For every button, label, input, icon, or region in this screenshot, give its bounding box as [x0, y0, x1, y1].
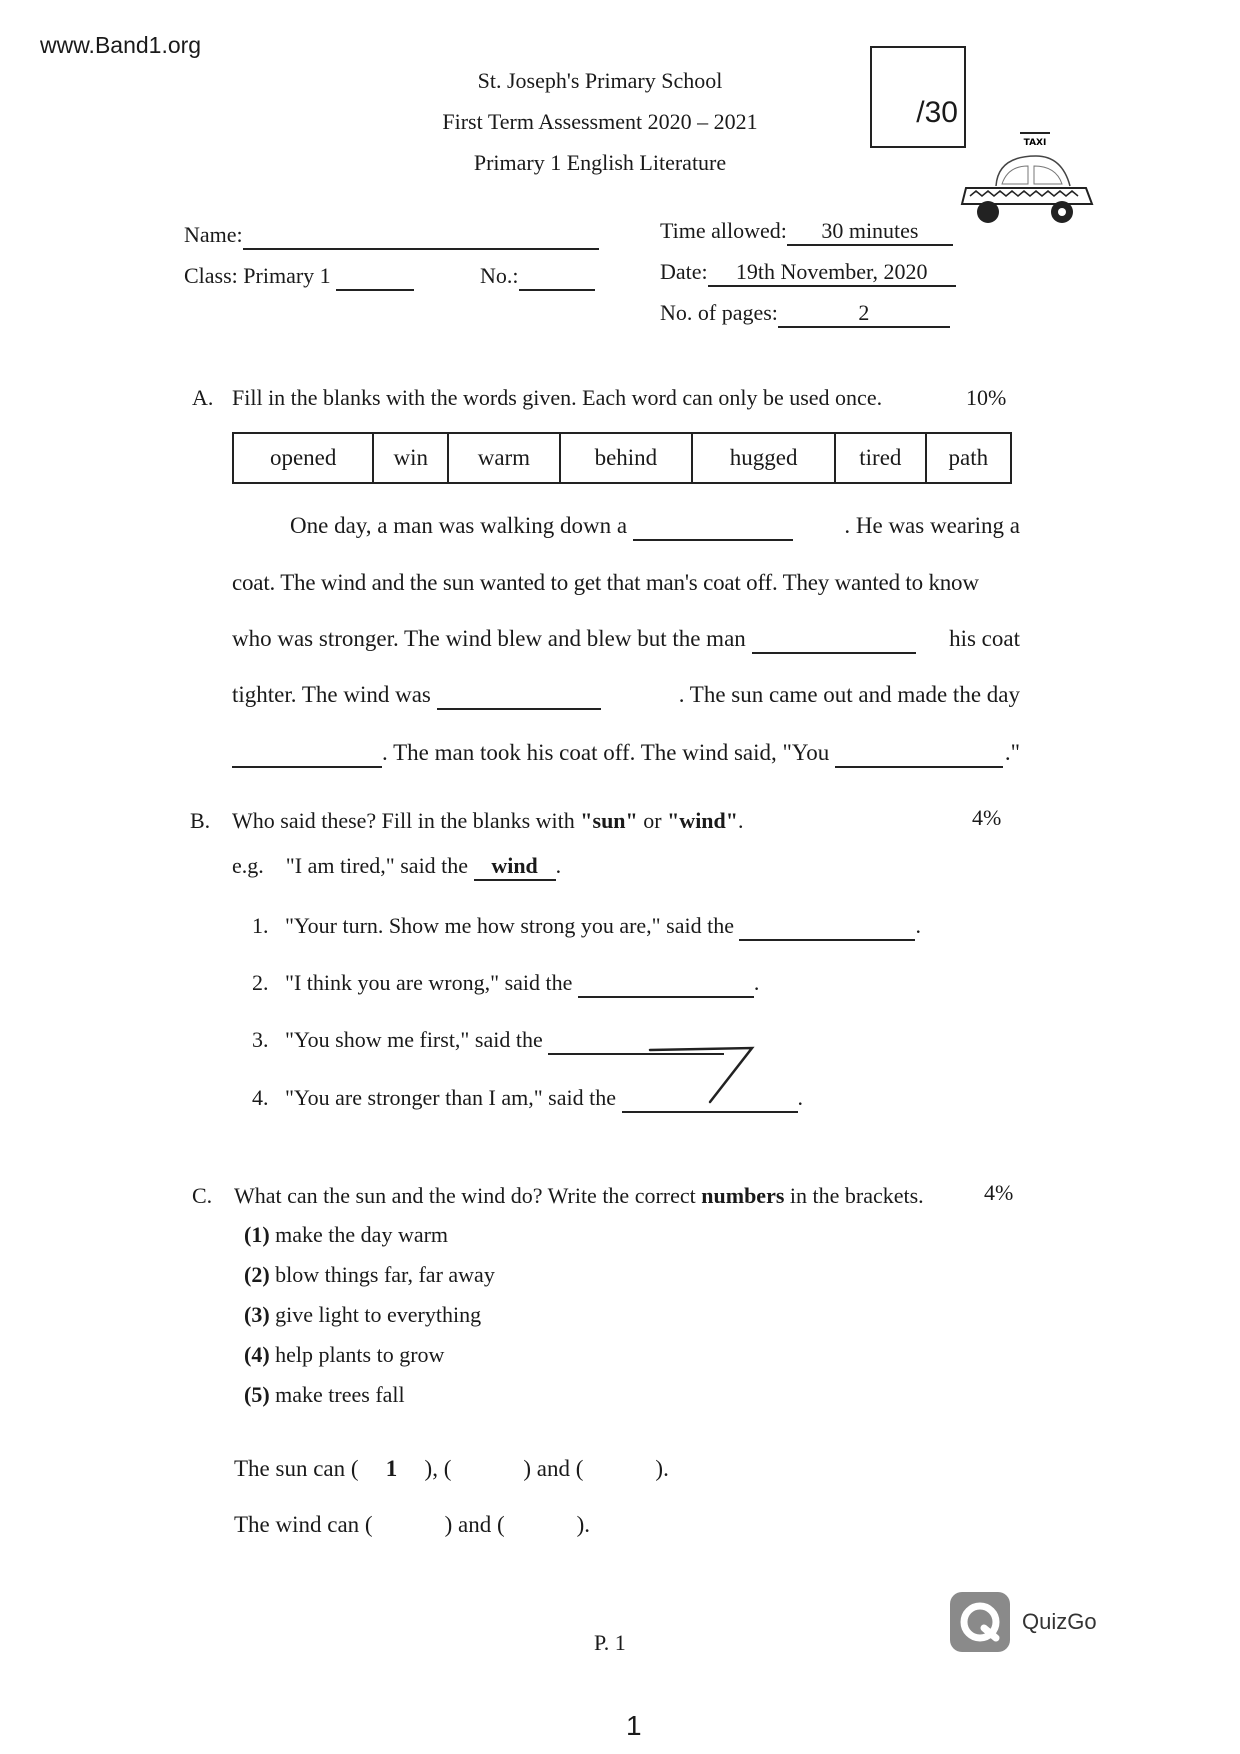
option-number: (5) [244, 1382, 270, 1407]
instruction-sun: "sun" [580, 808, 638, 833]
option-number: (1) [244, 1222, 270, 1247]
number-label: No.: [480, 263, 519, 288]
page-number: 1 [626, 1710, 642, 1741]
blank-2[interactable] [752, 626, 916, 654]
story-text: . He was wearing a [844, 513, 1020, 538]
wind-bracket-mid: ) and ( [444, 1512, 505, 1537]
sun-bracket-mid: ), ( [424, 1456, 452, 1481]
wind-bracket-end: ). [576, 1512, 591, 1537]
sun-answer-3[interactable] [583, 1456, 655, 1482]
word-bank-item: behind [560, 433, 692, 483]
name-field[interactable] [243, 222, 599, 250]
question-number: 2. [252, 970, 269, 995]
option-text: blow things far, far away [275, 1262, 495, 1287]
option-number: (3) [244, 1302, 270, 1327]
story-text: who was stronger. The wind blew and blew but the man [232, 626, 746, 651]
wind-label: The wind can ( [234, 1512, 373, 1537]
section-c-marks: 4% [984, 1180, 1014, 1205]
option-text: make the day warm [275, 1222, 449, 1247]
section-a-instruction: Fill in the blanks with the words given. Each word can only be used once. [232, 385, 883, 410]
quizgo-label: QuizGo [1022, 1609, 1097, 1634]
instruction-numbers: numbers [701, 1183, 785, 1208]
time-row [660, 218, 953, 246]
pen-stroke-icon [640, 1040, 760, 1110]
answer-blank[interactable] [739, 913, 915, 941]
score-box [870, 46, 966, 148]
sun-answer-1: 1 [385, 1456, 398, 1481]
sun-bracket-end: ). [655, 1456, 669, 1481]
wind-answer-row [234, 1512, 590, 1538]
question-text: "Your turn. Show me how strong you are," said the [285, 913, 734, 938]
instruction-text: or [637, 808, 668, 833]
date-row [660, 259, 956, 287]
question-end: . [915, 913, 921, 938]
section-a-marks: 10% [966, 385, 1007, 410]
instruction-wind: "wind" [667, 808, 738, 833]
quizgo-q-icon [950, 1592, 1010, 1652]
sun-answer-row [234, 1456, 669, 1482]
blank-3[interactable] [437, 682, 601, 710]
wind-answer-1[interactable] [373, 1512, 445, 1538]
option-text: make trees fall [275, 1382, 405, 1407]
instruction-text: What can the sun and the wind do? Write the correct [234, 1183, 702, 1208]
story-text: . The sun came out and made the day [678, 682, 1020, 707]
word-bank-item: tired [835, 433, 926, 483]
option-number: (4) [244, 1342, 270, 1367]
date-label: Date: [660, 259, 708, 284]
taxi-icon [958, 128, 1098, 238]
taxi-sign: TAXI [1023, 138, 1047, 148]
instruction-text: Who said these? Fill in the blanks with [232, 808, 581, 833]
option-text: give light to everything [275, 1302, 482, 1327]
option-3 [244, 1302, 481, 1328]
story-line-1 [232, 513, 1020, 541]
option-1 [244, 1222, 448, 1248]
question-number: 1. [252, 913, 269, 938]
class-field[interactable] [336, 263, 414, 291]
story-line-2: coat. The wind and the sun wanted to get that man's coat off. They wanted to know [232, 570, 979, 595]
section-a-letter: A. [192, 385, 214, 410]
word-bank-item: warm [448, 433, 560, 483]
word-bank-item: path [926, 433, 1011, 483]
instruction-text: . [738, 808, 744, 833]
sun-label: The sun can ( [234, 1456, 359, 1481]
blank-4[interactable] [232, 740, 382, 768]
option-2 [244, 1262, 495, 1288]
option-number: (2) [244, 1262, 270, 1287]
example-label: e.g. [232, 853, 264, 878]
date-value: 19th November, 2020 [708, 259, 956, 287]
word-bank-item: hugged [692, 433, 835, 483]
example-text: "I am tired," said the [285, 853, 469, 878]
story-text: One day, a man was walking down a [290, 513, 628, 538]
question-number: 4. [252, 1085, 269, 1110]
question-text: "You are stronger than I am," said the [285, 1085, 616, 1110]
question-text: "You show me first," said the [285, 1027, 543, 1052]
name-row [184, 222, 599, 250]
number-row [480, 263, 595, 291]
website-url: www.Band1.org [40, 32, 202, 58]
example-answer: wind [474, 853, 556, 881]
sun-bracket-mid: ) and ( [523, 1456, 584, 1481]
option-5 [244, 1382, 405, 1408]
blank-5[interactable] [835, 740, 1003, 768]
pages-label: No. of pages: [660, 300, 778, 325]
page-label: P. 1 [594, 1630, 626, 1655]
question-b1 [252, 913, 921, 941]
time-label: Time allowed: [660, 218, 787, 243]
word-bank-item: opened [233, 433, 373, 483]
option-text: help plants to grow [275, 1342, 445, 1367]
section-b-marks: 4% [972, 805, 1002, 830]
story-line-4 [232, 682, 1020, 710]
wind-answer-2[interactable] [505, 1512, 577, 1538]
class-label: Class: Primary 1 [184, 263, 331, 288]
question-end: . [753, 970, 760, 995]
question-text: "I think you are wrong," said the [285, 970, 573, 995]
story-line-3 [232, 626, 1020, 654]
word-bank-item: win [373, 433, 448, 483]
subject-title: Primary 1 English Literature [473, 150, 727, 175]
instruction-text: in the brackets. [784, 1183, 924, 1208]
sun-answer-2[interactable] [451, 1456, 523, 1482]
name-label: Name: [184, 222, 243, 247]
section-c-letter: C. [192, 1183, 213, 1208]
section-c-instruction [234, 1183, 924, 1209]
number-field[interactable] [519, 263, 595, 291]
pages-row [660, 300, 950, 328]
story-text: tighter. The wind was [232, 682, 431, 707]
example-end: . [555, 853, 562, 878]
quizgo-logo-icon [950, 1592, 1010, 1652]
story-text: ." [1004, 740, 1020, 765]
story-text: his coat [949, 626, 1020, 651]
story-line-5 [232, 740, 1020, 768]
option-4 [244, 1342, 444, 1368]
time-value: 30 minutes [787, 218, 953, 246]
question-b2 [252, 970, 759, 998]
section-b-letter: B. [190, 808, 211, 833]
word-bank [232, 432, 1012, 484]
score-total: /30 [916, 96, 958, 129]
answer-blank[interactable] [578, 970, 754, 998]
example-row [232, 853, 561, 881]
question-number: 3. [252, 1027, 269, 1052]
section-b-instruction [232, 808, 744, 834]
story-text: . The man took his coat off. The wind said, "You [382, 740, 830, 765]
question-end: . [797, 1085, 803, 1110]
blank-1[interactable] [633, 513, 793, 541]
pages-value: 2 [778, 300, 950, 328]
assessment-title: First Term Assessment 2020 – 2021 [442, 109, 758, 134]
school-name: St. Joseph's Primary School [477, 68, 723, 93]
class-row [184, 263, 414, 291]
